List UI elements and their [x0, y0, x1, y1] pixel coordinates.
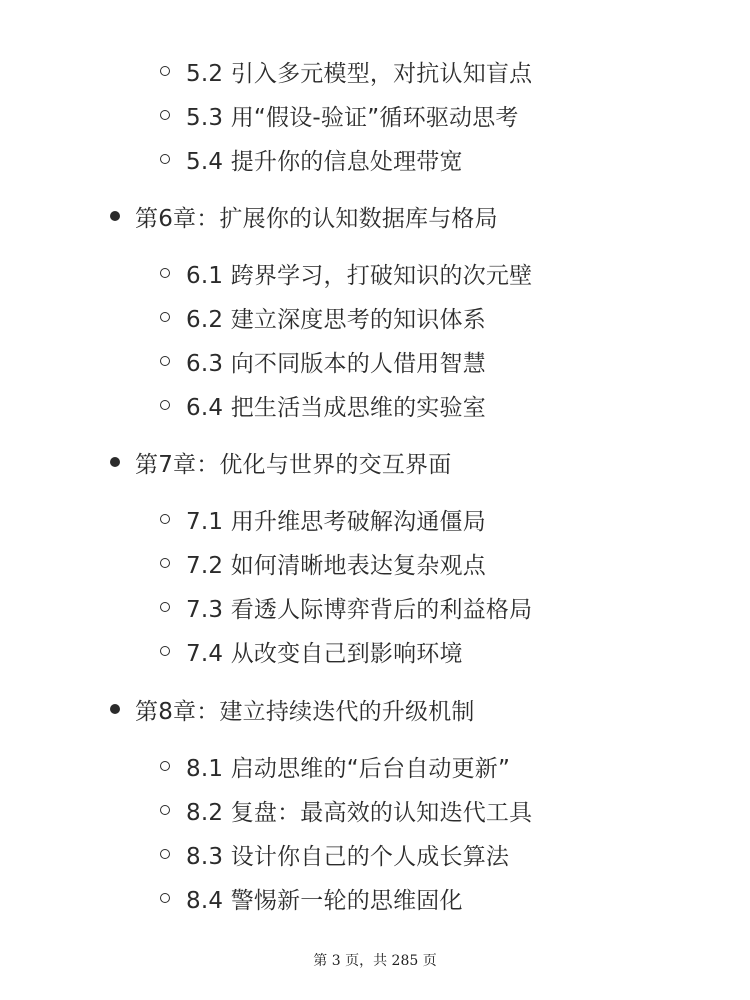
toc-section-8-1	[160, 746, 510, 786]
hollow-bullet-icon	[160, 110, 170, 120]
toc-section-label: 8.4 警惕新一轮的思维固化	[186, 887, 463, 914]
toc-chapter-7	[110, 442, 451, 482]
hollow-bullet-icon	[160, 400, 170, 410]
toc-section-8-2	[160, 790, 532, 830]
solid-bullet-icon	[110, 457, 120, 467]
hollow-bullet-icon	[160, 849, 170, 859]
toc-section-7-4	[160, 631, 463, 671]
toc-section-8-3	[160, 834, 509, 874]
toc-chapter-label: 第6章：扩展你的认知数据库与格局	[135, 205, 498, 232]
solid-bullet-icon	[110, 704, 120, 714]
toc-section-6-2	[160, 297, 486, 337]
hollow-bullet-icon	[160, 761, 170, 771]
toc-section-5-3	[160, 95, 519, 135]
solid-bullet-icon	[110, 211, 120, 221]
toc-section-8-4	[160, 878, 463, 918]
hollow-bullet-icon	[160, 602, 170, 612]
toc-section-6-1	[160, 253, 532, 293]
hollow-bullet-icon	[160, 514, 170, 524]
toc-section-label: 8.1 启动思维的“后台自动更新”	[186, 755, 511, 782]
hollow-bullet-icon	[160, 558, 170, 568]
toc-section-5-4	[160, 139, 463, 179]
hollow-bullet-icon	[160, 268, 170, 278]
toc-section-label: 7.4 从改变自己到影响环境	[186, 640, 463, 667]
toc-section-5-2	[160, 51, 532, 91]
hollow-bullet-icon	[160, 646, 170, 656]
toc-section-label: 8.2 复盘：最高效的认知迭代工具	[186, 799, 533, 826]
toc-chapter-8	[110, 689, 475, 729]
toc-section-7-1	[160, 499, 486, 539]
hollow-bullet-icon	[160, 66, 170, 76]
toc-section-label: 6.3 向不同版本的人借用智慧	[186, 350, 486, 377]
toc-section-label: 5.4 提升你的信息处理带宽	[186, 148, 463, 175]
toc-section-label: 5.2 引入多元模型，对抗认知盲点	[186, 60, 533, 87]
toc-section-7-3	[160, 587, 532, 627]
toc-section-label: 7.2 如何清晰地表达复杂观点	[186, 552, 486, 579]
toc-section-label: 6.4 把生活当成思维的实验室	[186, 394, 486, 421]
hollow-bullet-icon	[160, 312, 170, 322]
page-number-footer: 第 3 页，共 285 页	[313, 953, 437, 969]
toc-section-label: 8.3 设计你自己的个人成长算法	[186, 843, 510, 870]
hollow-bullet-icon	[160, 356, 170, 366]
toc-chapter-label: 第7章：优化与世界的交互界面	[135, 451, 452, 478]
toc-section-6-3	[160, 341, 486, 381]
toc-section-label: 7.1 用升维思考破解沟通僵局	[186, 508, 486, 535]
hollow-bullet-icon	[160, 154, 170, 164]
toc-section-7-2	[160, 543, 486, 583]
toc-section-label: 7.3 看透人际博弈背后的利益格局	[186, 596, 533, 623]
toc-section-label: 6.1 跨界学习，打破知识的次元壁	[186, 262, 533, 289]
hollow-bullet-icon	[160, 893, 170, 903]
toc-section-label: 6.2 建立深度思考的知识体系	[186, 306, 486, 333]
toc-section-6-4	[160, 385, 486, 425]
toc-chapter-6	[110, 196, 498, 236]
hollow-bullet-icon	[160, 805, 170, 815]
toc-chapter-label: 第8章：建立持续迭代的升级机制	[135, 698, 475, 725]
toc-section-label: 5.3 用“假设-验证”循环驱动思考	[186, 104, 519, 131]
